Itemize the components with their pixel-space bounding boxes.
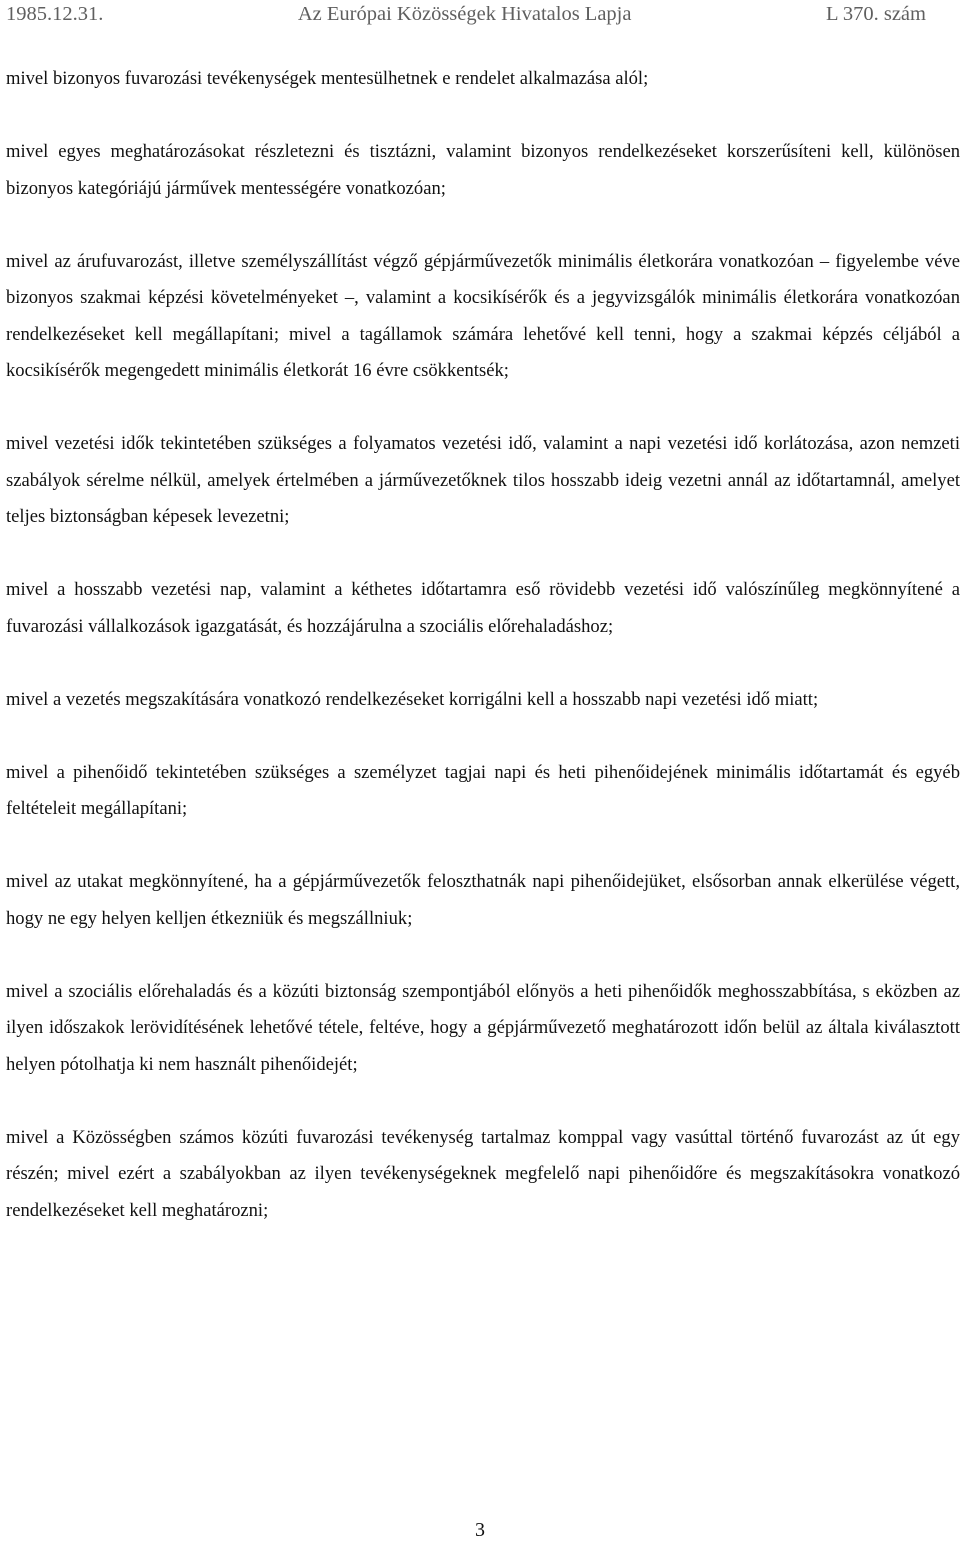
paragraph: mivel a szociális előrehaladás és a közúti biztonság szempontjából előnyös a heti pihenőidők meghosszabbítása, s eközben az ilyen időszakok lerövidítésének lehetővé tétele, feltéve, hogy a gépjárművezető meghatározott időn belül az általa kiválasztott helyen pótolhatja ki nem használt pihenőidejét; xyxy=(6,980,960,1075)
paragraph: mivel a hosszabb vezetési nap, valamint a kéthetes időtartamra eső rövidebb vezetési idő valószínűleg megkönnyítené a fuvarozási vállalkozások igazgatását, és hozzájárulna a szociális előrehaladáshoz; xyxy=(6,579,960,637)
header-date: 1985.12.31. xyxy=(6,2,104,25)
document-body xyxy=(6,61,960,1229)
paragraph: mivel vezetési idők tekintetében szükséges a folyamatos vezetési idő, valamint a napi vezetési idő korlátozása, azon nemzeti szabályok sérelme nélkül, amelyek értelmében a járművezetőknek tilos hosszabb ideig vezetni annál az időtartamnál, amelyet teljes biztonságban képesek levezetni; xyxy=(6,433,960,527)
header-issue-number: L 370. szám xyxy=(825,2,926,25)
paragraph: mivel bizonyos fuvarozási tevékenységek mentesülhetnek e rendelet alkalmazása alól; xyxy=(6,68,649,89)
page-header xyxy=(6,0,926,28)
paragraph: mivel a pihenőidő tekintetében szükséges a személyzet tagjai napi és heti pihenőidejének minimális időtartamát és egyéb feltételeit megállapítani; xyxy=(6,761,960,819)
paragraph: mivel egyes meghatározásokat részletezni és tisztázni, valamint bizonyos rendelkezéseket korszerűsíteni kell, különösen bizonyos kategóriájú járművek mentességére vonatkozóan; xyxy=(6,141,960,199)
paragraph: mivel az utakat megkönnyítené, ha a gépjárművezetők feloszthatnák napi pihenőidejüket, elsősorban annak elkerülése végett, hogy ne egy helyen kelljen étkezniük és megszállniuk; xyxy=(6,871,960,929)
header-journal-title: Az Európai Közösségek Hivatalos Lapja xyxy=(297,2,632,25)
paragraph: mivel a Közösségben számos közúti fuvarozási tevékenység tartalmaz komppal vagy vasúttal történő fuvarozást az út egy részén; mivel ezért a szabályokban az ilyen tevékenységeknek megfelelő napi pihenőidőre és megszakításokra vonatkozó rendelkezéseket kell meghatározni; xyxy=(6,1126,960,1221)
paragraph: mivel a vezetés megszakítására vonatkozó rendelkezéseket korrigálni kell a hosszabb napi vezetési idő miatt; xyxy=(6,688,819,710)
paragraph: mivel az árufuvarozást, illetve személyszállítást végző gépjárművezetők minimális életkorára vonatkozóan – figyelembe véve bizonyos szakmai képzési követelményeket –, valamint a kocsikísérők és a jegyvizsgálók minimális életkorára vonatkozóan rendelkezéseket kell megállapítani; mivel a tagállamok számára lehetővé kell tenni, hogy a szakmai képzés céljából a kocsikísérők megengedett minimális életkorát 16 évre csökkentsék; xyxy=(6,250,960,381)
page-number: 3 xyxy=(475,1519,485,1541)
